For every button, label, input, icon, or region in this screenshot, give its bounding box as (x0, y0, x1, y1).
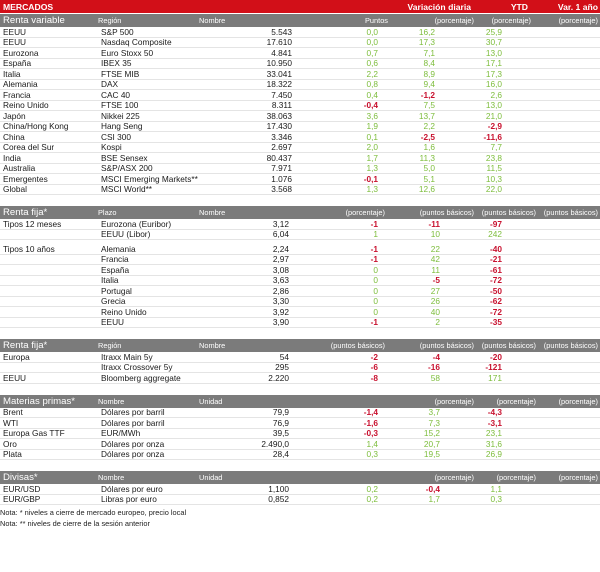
cell-y1: 31,6 (485, 438, 502, 449)
cell-y1: 2,6 (490, 89, 502, 100)
renta-fija-credito-rows (0, 352, 600, 384)
group-label: Tipos 10 años (3, 243, 55, 254)
cell-nombre: S&P/ASX 200 (101, 163, 153, 174)
cell-d: -2 (370, 351, 378, 362)
cell-nombre: EUR/GBP (3, 494, 41, 505)
col-pb0: (puntos básicos) (330, 341, 385, 350)
cell-valor: 2.697 (271, 142, 292, 153)
cell-y1: 22,0 (485, 184, 502, 195)
cell-region: Eurozona (3, 47, 39, 58)
daily-change-header: Variación diaria (407, 1, 471, 12)
section-title: Renta fija* (3, 207, 48, 218)
cell-valor: 5.543 (271, 26, 292, 37)
table-row (0, 164, 600, 175)
cell-valor: 3.568 (271, 184, 292, 195)
cell-y1: -40 (490, 243, 502, 254)
cell-valor: 1,100 (268, 483, 289, 494)
cell-valor: 4.841 (271, 47, 292, 58)
table-row (0, 265, 600, 276)
cell-d: 1,4 (366, 438, 378, 449)
cell-y1: 0,3 (490, 494, 502, 505)
cell-valor: 80.437 (266, 152, 292, 163)
cell-ytd: 7,5 (423, 100, 435, 111)
section-renta-fija-credito (0, 339, 600, 352)
cell-d: 0,6 (366, 58, 378, 69)
cell-region: España (3, 58, 32, 69)
table-row (0, 153, 600, 164)
section-materias-primas (0, 395, 600, 408)
tipos-10-anos-rows (0, 244, 600, 328)
cell-nombre: Hang Seng (101, 121, 143, 132)
col-ytd: (porcentaje) (491, 16, 531, 25)
cell-d: -0,3 (363, 428, 378, 439)
cell-nombre: Euro Stoxx 50 (101, 47, 154, 58)
cell-nombre: EEUU (101, 317, 125, 328)
cell-ytd: 7,3 (428, 417, 440, 428)
cell-valor: 1.076 (271, 173, 292, 184)
table-row (0, 318, 600, 329)
cell-unidad: Dólares por onza (101, 449, 165, 460)
cell-nombre: EEUU (Libor) (101, 229, 151, 240)
cell-ytd: 19,5 (423, 449, 440, 460)
table-row (0, 219, 600, 230)
col-region: Región (98, 341, 122, 350)
table-row (0, 69, 600, 80)
cell-unidad: Dólares por barril (101, 407, 165, 418)
cell-ytd: -16 (428, 362, 440, 373)
cell-ytd: 12,6 (418, 184, 435, 195)
section-title: Materias primas* (3, 395, 75, 407)
cell-ytd: 9,4 (423, 79, 435, 90)
cell-nombre: Alemania (101, 243, 136, 254)
cell-valor: 3,92 (272, 306, 289, 317)
cell-nombre: Oro (3, 438, 17, 449)
section-title: Renta variable (3, 15, 65, 26)
renta-variable-rows (0, 27, 600, 195)
cell-d: 2,0 (366, 142, 378, 153)
cell-nombre: Nikkei 225 (101, 110, 140, 121)
cell-region: EEUU (3, 372, 27, 383)
cell-ytd: -0,4 (425, 483, 440, 494)
cell-ytd: 17,3 (418, 37, 435, 48)
col-daily: (puntos básicos) (419, 208, 474, 217)
section-renta-fija-tipos (0, 206, 600, 219)
cell-d: 2,2 (366, 68, 378, 79)
cell-ytd: 11 (431, 264, 440, 275)
cell-region: Francia (3, 89, 31, 100)
cell-valor: 6,04 (272, 229, 289, 240)
table-row (0, 429, 600, 440)
table-row (0, 307, 600, 318)
cell-y1: -3,1 (487, 417, 502, 428)
col-ytd: (porcentaje) (496, 473, 536, 482)
cell-valor: 2,24 (272, 243, 289, 254)
col-nombre: Nombre (98, 473, 125, 482)
cell-ytd: -4 (432, 351, 440, 362)
cell-region: Europa (3, 351, 30, 362)
cell-y1: 30,7 (485, 37, 502, 48)
col-ytd: (puntos básicos) (481, 341, 536, 350)
cell-valor: 7.971 (271, 163, 292, 174)
cell-region: Emergentes (3, 173, 48, 184)
cell-d: 1 (373, 229, 378, 240)
cell-d: -1 (370, 218, 378, 229)
cell-ytd: 27 (430, 285, 440, 296)
cell-nombre: Francia (101, 254, 129, 265)
table-row (0, 244, 600, 255)
cell-nombre: FTSE MIB (101, 68, 140, 79)
cell-ytd: -11 (428, 218, 440, 229)
cell-nombre: Kospi (101, 142, 122, 153)
cell-y1: 13,0 (485, 47, 502, 58)
cell-valor: 0,852 (268, 494, 289, 505)
cell-valor: 295 (275, 362, 289, 373)
table-row (0, 255, 600, 266)
cell-region: EEUU (3, 37, 27, 48)
cell-valor: 2.220 (268, 372, 289, 383)
cell-ytd: 2,2 (423, 121, 435, 132)
cell-d: 0,1 (366, 131, 378, 142)
section-title: Renta fija* (3, 340, 48, 351)
cell-ytd: 1,6 (423, 142, 435, 153)
footnote: Nota: * niveles a cierre de mercado europeo, precio local (0, 508, 187, 517)
cell-y1: -72 (490, 306, 502, 317)
cell-nombre: IBEX 35 (101, 58, 132, 69)
cell-nombre: Grecia (101, 296, 126, 307)
cell-nombre: S&P 500 (101, 26, 134, 37)
cell-d: -1,6 (363, 417, 378, 428)
cell-d: 0,0 (366, 37, 378, 48)
table-row (0, 185, 600, 196)
cell-d: 0,2 (366, 494, 378, 505)
cell-valor: 3,08 (272, 264, 289, 275)
col-nombre: Nombre (199, 341, 226, 350)
cell-ytd: 10 (430, 229, 440, 240)
table-row (0, 276, 600, 287)
cell-valor: 3.346 (271, 131, 292, 142)
cell-ytd: 20,7 (423, 438, 440, 449)
cell-y1: -72 (490, 275, 502, 286)
cell-valor: 54 (279, 351, 289, 362)
cell-unidad: Libras por euro (101, 494, 157, 505)
cell-region: China/Hong Kong (3, 121, 69, 132)
col-daily: (puntos básicos) (419, 341, 474, 350)
cell-valor: 79,9 (272, 407, 289, 418)
cell-d: 0 (373, 306, 378, 317)
col-nombre: Nombre (98, 396, 125, 406)
cell-d: -1 (370, 254, 378, 265)
cell-y1: 17,3 (485, 68, 502, 79)
cell-y1: 26,9 (485, 449, 502, 460)
cell-y1: 1,1 (490, 483, 502, 494)
table-row (0, 90, 600, 101)
materias-primas-rows (0, 408, 600, 461)
cell-y1: 13,0 (485, 100, 502, 111)
cell-valor: 3,90 (272, 317, 289, 328)
cell-nombre: Bloomberg aggregate (101, 372, 181, 383)
table-row (0, 59, 600, 70)
table-row (0, 230, 600, 241)
cell-y1: 16,0 (485, 79, 502, 90)
cell-nombre: EUR/USD (3, 483, 41, 494)
markets-header (0, 0, 600, 13)
cell-region: Reino Unido (3, 100, 49, 111)
cell-nombre: Eurozona (Euribor) (101, 218, 172, 229)
table-row (0, 38, 600, 49)
tipos-12-meses-rows (0, 219, 600, 240)
cell-y1: 11,5 (486, 163, 502, 174)
cell-y1: -4,3 (487, 407, 502, 418)
table-row (0, 101, 600, 112)
col-year: (puntos básicos) (543, 208, 598, 217)
col-region: Región (98, 16, 122, 25)
cell-d: 0 (373, 296, 378, 307)
cell-valor: 33.041 (266, 68, 292, 79)
cell-y1: -61 (490, 264, 502, 275)
table-row (0, 174, 600, 185)
col-ytd: (puntos básicos) (481, 208, 536, 217)
col-ytd: (porcentaje) (496, 396, 536, 406)
cell-nombre: Brent (3, 407, 23, 418)
cell-ytd: 40 (430, 306, 440, 317)
table-row (0, 27, 600, 38)
cell-d: 0,3 (366, 449, 378, 460)
cell-d: -8 (370, 372, 378, 383)
col-unidad: Unidad (199, 473, 223, 482)
cell-ytd: 13,7 (418, 110, 435, 121)
cell-nombre: CAC 40 (101, 89, 131, 100)
cell-ytd: -2,5 (420, 131, 435, 142)
cell-ytd: 11,3 (419, 152, 435, 163)
cell-unidad: Dólares por onza (101, 438, 165, 449)
cell-region: Global (3, 184, 27, 195)
cell-y1: 23,8 (485, 152, 502, 163)
cell-d: 0,2 (366, 483, 378, 494)
cell-region: EEUU (3, 26, 27, 37)
col-year: (porcentaje) (558, 473, 598, 482)
cell-ytd: 16,2 (418, 26, 435, 37)
cell-y1: -21 (490, 254, 502, 265)
col-year: (porcentaje) (558, 16, 598, 25)
table-row (0, 48, 600, 59)
cell-valor: 2,97 (272, 254, 289, 265)
cell-ytd: 2 (435, 317, 440, 328)
cell-nombre: FTSE 100 (101, 100, 139, 111)
cell-valor: 2,86 (272, 285, 289, 296)
cell-nombre: MSCI Emerging Markets** (101, 173, 198, 184)
cell-valor: 3,12 (272, 218, 289, 229)
cell-y1: 17,1 (485, 58, 502, 69)
cell-y1: 7,7 (490, 142, 502, 153)
cell-region: Japón (3, 110, 26, 121)
col-daily: (porcentaje) (434, 473, 474, 482)
table-row (0, 297, 600, 308)
table-row (0, 484, 600, 495)
cell-y1: -20 (490, 351, 502, 362)
cell-region: Corea del Sur (3, 142, 55, 153)
cell-d: 1,7 (366, 152, 378, 163)
cell-ytd: 7,1 (423, 47, 435, 58)
col-year: (porcentaje) (558, 396, 598, 406)
cell-d: 1,3 (366, 163, 378, 174)
table-row (0, 363, 600, 374)
cell-y1: 242 (488, 229, 502, 240)
col-puntos: Puntos (364, 16, 388, 25)
section-renta-variable (0, 14, 600, 27)
cell-region: China (3, 131, 25, 142)
col-unidad: Unidad (199, 396, 223, 406)
cell-d: -0,1 (363, 173, 378, 184)
cell-d: 0,8 (366, 79, 378, 90)
col-daily: (porcentaje) (434, 16, 474, 25)
cell-d: -1 (370, 243, 378, 254)
cell-nombre: BSE Sensex (101, 152, 148, 163)
cell-valor: 3,63 (272, 275, 289, 286)
cell-y1: 25,9 (485, 26, 502, 37)
table-row (0, 352, 600, 363)
cell-nombre: Italia (101, 275, 119, 286)
cell-ytd: 22 (430, 243, 440, 254)
table-row (0, 122, 600, 133)
col-nombre: Nombre (199, 208, 226, 217)
cell-ytd: 8,9 (423, 68, 435, 79)
footnotes (0, 507, 600, 529)
cell-ytd: 58 (430, 372, 440, 383)
cell-valor: 7.450 (271, 89, 292, 100)
cell-d: -0,4 (363, 100, 378, 111)
cell-valor: 76,9 (272, 417, 289, 428)
table-row (0, 80, 600, 91)
divisas-rows (0, 484, 600, 505)
cell-nombre: Reino Unido (101, 306, 147, 317)
cell-d: 0,0 (366, 26, 378, 37)
table-row (0, 111, 600, 122)
cell-nombre: MSCI World** (101, 184, 153, 195)
group-label: Tipos 12 meses (3, 218, 62, 229)
cell-nombre: Nasdaq Composite (101, 37, 172, 48)
cell-d: 1,3 (366, 184, 378, 195)
cell-y1: 10,3 (485, 173, 502, 184)
cell-ytd: 5,0 (423, 163, 435, 174)
table-row (0, 439, 600, 450)
cell-ytd: 5,1 (423, 173, 435, 184)
cell-nombre: Portugal (101, 285, 132, 296)
cell-ytd: 26 (430, 296, 440, 307)
cell-d: -1,4 (363, 407, 378, 418)
cell-region: Alemania (3, 79, 38, 90)
cell-y1: 23,1 (485, 428, 502, 439)
cell-d: 0,4 (366, 89, 378, 100)
cell-nombre: CSI 300 (101, 131, 131, 142)
section-title: Divisas* (3, 472, 38, 483)
cell-unidad: EUR/MWh (101, 428, 141, 439)
col-nombre: Nombre (199, 16, 226, 25)
cell-ytd: 42 (430, 254, 440, 265)
cell-d: 0 (373, 285, 378, 296)
cell-y1: 171 (488, 372, 502, 383)
cell-nombre: Itraxx Crossover 5y (101, 362, 173, 373)
cell-d: 0 (373, 275, 378, 286)
table-row (0, 450, 600, 461)
cell-y1: -62 (490, 296, 502, 307)
table-row (0, 132, 600, 143)
cell-ytd: 15,2 (423, 428, 440, 439)
cell-valor: 10.950 (266, 58, 292, 69)
ytd-header: YTD (510, 1, 528, 12)
cell-d: -6 (370, 362, 378, 373)
cell-d: 0 (373, 264, 378, 275)
cell-region: Australia (3, 163, 36, 174)
cell-valor: 3,30 (272, 296, 289, 307)
cell-nombre: España (101, 264, 130, 275)
table-row (0, 408, 600, 419)
table-row (0, 495, 600, 506)
cell-nombre: WTI (3, 417, 19, 428)
cell-y1: -11,6 (483, 131, 502, 142)
cell-unidad: Dólares por euro (101, 483, 163, 494)
cell-ytd: -1,2 (420, 89, 435, 100)
cell-d: 0,7 (366, 47, 378, 58)
table-row (0, 286, 600, 297)
markets-title: MERCADOS (3, 1, 54, 12)
col-daily: (porcentaje) (434, 396, 474, 406)
cell-nombre: Plata (3, 449, 22, 460)
cell-d: 1,9 (366, 121, 378, 132)
year-change-header: Var. 1 año (557, 1, 598, 12)
section-divisas (0, 471, 600, 484)
cell-y1: 21,0 (485, 110, 502, 121)
cell-y1: -50 (490, 285, 502, 296)
cell-valor: 28,4 (272, 449, 289, 460)
cell-valor: 39,5 (272, 428, 289, 439)
cell-d: -1 (370, 317, 378, 328)
table-row (0, 418, 600, 429)
cell-valor: 2.490,0 (261, 438, 289, 449)
cell-unidad: Dólares por barril (101, 417, 165, 428)
col-pct: (porcentaje) (345, 208, 385, 217)
cell-valor: 8.311 (271, 100, 292, 111)
cell-y1: -97 (490, 218, 502, 229)
cell-region: India (3, 152, 21, 163)
cell-valor: 17.430 (266, 121, 292, 132)
cell-nombre: DAX (101, 79, 119, 90)
cell-d: 3,6 (366, 110, 378, 121)
cell-nombre: Europa Gas TTF (3, 428, 65, 439)
cell-y1: -121 (485, 362, 502, 373)
cell-ytd: -5 (432, 275, 440, 286)
cell-ytd: 8,4 (423, 58, 435, 69)
cell-valor: 38.063 (266, 110, 292, 121)
cell-y1: -35 (490, 317, 502, 328)
cell-ytd: 3,7 (428, 407, 440, 418)
cell-ytd: 1,7 (428, 494, 440, 505)
cell-y1: -2,9 (487, 121, 502, 132)
cell-nombre: Itraxx Main 5y (101, 351, 153, 362)
footnote: Nota: ** niveles de cierre de la sesión anterior (0, 519, 150, 528)
table-row (0, 143, 600, 154)
col-year: (puntos básicos) (543, 341, 598, 350)
cell-region: Italia (3, 68, 21, 79)
cell-valor: 17.610 (266, 37, 292, 48)
cell-valor: 18.322 (266, 79, 292, 90)
table-row (0, 373, 600, 384)
col-plazo: Plazo (98, 208, 117, 217)
